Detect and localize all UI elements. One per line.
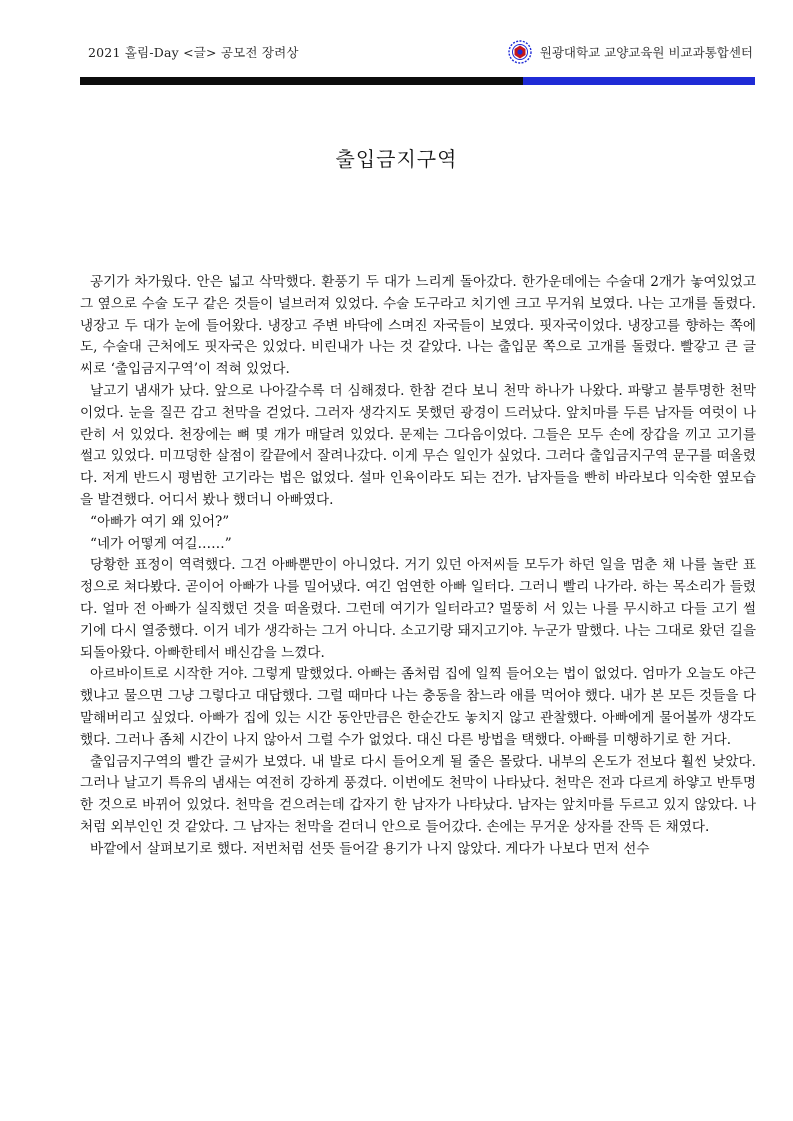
paragraph: 당황한 표정이 역력했다. 그건 아빠뿐만이 아니었다. 거기 있던 아저씨들 모두가 하던 일을 멈춘 채 나를 놀란 표정으로 쳐다봤다. 곧이어 아빠가 나를 밀어냈다. 여긴 엄연한 아빠 일터다. 그러니 빨리 나가라. 하는 목소리가 들렸다. 얼마 전 아빠가 실직했던 것을 떠올렸다. 그런데 여기가 일터라고? 멀뚱히 서 있는 나를 무시하고 다들 고기 썰기에 다시 열중했다. 이거 네가 생각하는 그거 아니다. 소고기랑 돼지고기야. 누군가 말했다. 나는 그대로 왔던 길을 되돌아왔다. 아빠한테서 배신감을 느꼈다.	[80, 557, 756, 661]
document-title: 출입금지구역	[335, 147, 458, 171]
paragraph: 아르바이트로 시작한 거야. 그렇게 말했었다. 아빠는 좀처럼 집에 일찍 들어오는 법이 없었다. 엄마가 오늘도 야근했냐고 물으면 그냥 그렇다고 대답했다. 그럴 때마다 나는 충동을 참느라 애를 먹어야 했다. 내가 본 모든 것들을 다 말해버리고 싶었다. 아빠가 집에 있는 시간 동안만큼은 한순간도 놓치지 않고 관찰했다. 아빠에게 물어볼까 생각도 했다. 그러나 좀체 시간이 나지 않아서 그럴 수가 없었다. 대신 다른 방법을 택했다. 아빠를 미행하기로 한 거다.	[80, 666, 756, 748]
header-rule-blue	[523, 77, 755, 85]
paragraph: 출입금지구역의 빨간 글씨가 보였다. 내 발로 다시 들어오게 될 줄은 몰랐다. 내부의 온도가 전보다 훨씬 낮았다. 그러나 날고기 특유의 냄새는 여전히 강하게 풍겼다. 이번에도 천막이 나타났다. 천막은 전과 다르게 하얗고 반투명한 것으로 바뀌어 있었다. 천막을 걷으려는데 갑자기 한 남자가 나타났다. 남자는 앞치마를 두르고 있지 않았다. 나처럼 외부인인 것 같았다. 그 남자는 천막을 걷더니 안으로 들어갔다. 손에는 무거운 상자를 잔뜩 든 채였다.	[80, 753, 756, 835]
header-rule-black	[80, 77, 523, 85]
document-body	[80, 272, 756, 861]
header-institution	[508, 40, 753, 64]
paragraph: 공기가 차가웠다. 안은 넓고 삭막했다. 환풍기 두 대가 느리게 돌아갔다. 한가운데에는 수술대 2개가 놓여있었고 그 옆으로 수술 도구 같은 것들이 널브러져 있었다. 수술 도구라고 치기엔 크고 무거워 보였다. 나는 고개를 돌렸다. 냉장고 두 대가 눈에 들어왔다. 냉장고 주변 바닥에 스며진 자국들이 보였다. 핏자국이었다. 냉장고를 향하는 쪽에도, 수술대 근처에도 핏자국은 있었다. 비린내가 나는 것 같았다. 나는 출입문 쪽으로 고개를 돌렸다. 빨갛고 큰 글씨로 ‘출입금지구역’이 적혀 있었다.	[80, 274, 756, 378]
header-contest-label: 2021 홀림-Day <글> 공모전 장려상	[88, 45, 299, 60]
university-seal-icon	[508, 40, 532, 64]
header-institution-name: 원광대학교 교양교육원 비교과통합센터	[539, 45, 753, 60]
paragraph: “아빠가 여기 왜 있어?”	[90, 513, 230, 530]
paragraph: 바깥에서 살펴보기로 했다. 저번처럼 선뜻 들어갈 용기가 나지 않았다. 게다가 나보다 먼저 선수	[90, 840, 650, 857]
paragraph: 날고기 냄새가 났다. 앞으로 나아갈수록 더 심해졌다. 한참 걷다 보니 천막 하나가 나왔다. 파랗고 불투명한 천막이었다. 눈을 질끈 감고 천막을 걷었다. 그러자 생각지도 못했던 광경이 드러났다. 앞치마를 두른 남자들 여럿이 나란히 서 있었다. 천장에는 뼈 몇 개가 매달려 있었다. 문제는 그다음이었다. 그들은 모두 손에 장갑을 끼고 고기를 썰고 있었다. 미끄덩한 살점이 칼끝에서 잘려나갔다. 이게 무슨 일인가 싶었다. 그러다 출입금지구역 문구를 떠올렸다. 저게 반드시 평범한 고기라는 법은 없었다. 설마 인육이라도 되는 건가. 남자들을 빤히 바라보다 익숙한 옆모습을 발견했다. 어디서 봤나 했더니 아빠였다.	[80, 382, 756, 508]
paragraph: “네가 어떻게 여길……”	[90, 535, 232, 552]
